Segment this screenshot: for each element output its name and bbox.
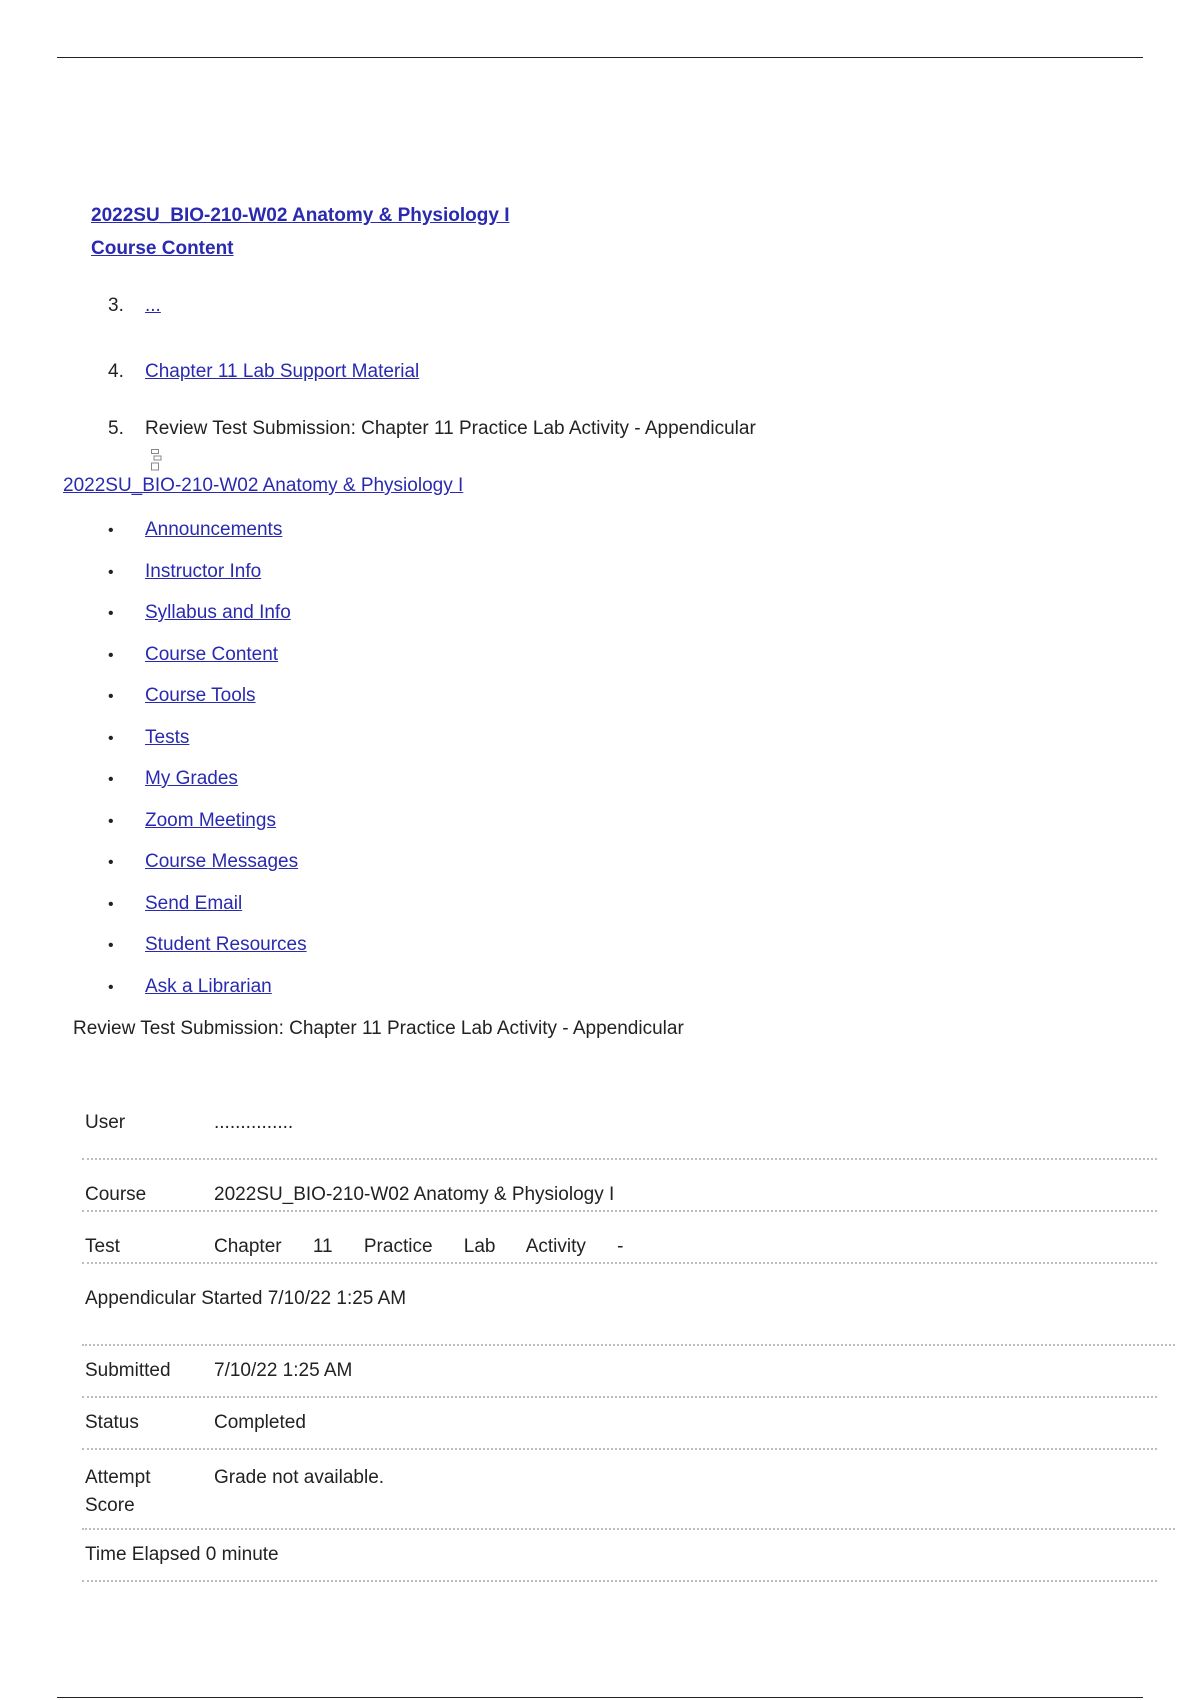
detail-row-status [82,1398,1157,1450]
attempt-score-value: Grade not available. [214,1467,385,1488]
user-label: User [85,1112,126,1133]
user-value: ............... [214,1112,294,1133]
page-top-rule [57,57,1143,58]
breadcrumb-course-title[interactable]: 2022SU_BIO-210-W02 Anatomy & Physiology I [91,205,510,226]
bullet-icon: • [108,771,114,788]
menu-link-tests[interactable]: Tests [145,726,190,748]
detail-row-user [82,1100,1157,1160]
detail-row-submitted [82,1346,1157,1398]
bullet-icon: • [108,812,114,830]
course-value: 2022SU_BIO-210-W02 Anatomy & Physiology I [214,1184,615,1205]
time-elapsed-text: Time Elapsed 0 minute [85,1544,279,1565]
course-menu-item [108,840,307,882]
list-number: 5. [108,418,124,439]
breadcrumb-chapter-11-link[interactable]: Chapter 11 Lab Support Material [145,361,420,382]
menu-link-ask-a-librarian[interactable]: Ask a Librarian [145,975,272,997]
menu-link-announcements[interactable]: Announcements [145,519,283,540]
course-menu-item [108,965,307,1007]
course-label: Course [85,1184,147,1205]
breadcrumb-menu-icon [150,448,164,472]
bullet-icon: • [108,978,114,996]
bullet-icon: • [108,688,114,705]
list-number: 3. [108,295,124,316]
menu-link-my-grades[interactable]: My Grades [145,768,238,789]
menu-link-syllabus[interactable]: Syllabus and Info [145,602,291,623]
course-menu-item [108,923,307,965]
status-value: Completed [214,1412,306,1433]
course-menu-item [108,550,307,592]
test-label: Test [85,1236,120,1257]
list-number: 4. [108,361,124,382]
breadcrumb-current-page: Review Test Submission: Chapter 11 Practice Lab Activity - Appendicular [145,418,756,439]
course-menu-title-link[interactable]: 2022SU_BIO-210-W02 Anatomy & Physiology I [63,475,464,496]
page-title: Review Test Submission: Chapter 11 Practice Lab Activity - Appendicular [73,1018,684,1039]
status-label: Status [85,1412,139,1433]
bullet-icon: • [108,605,114,622]
detail-row-time-elapsed [82,1530,1157,1582]
course-menu-item [108,716,307,758]
breadcrumb-item [108,361,419,383]
detail-row-course [82,1160,1157,1212]
course-menu-item [108,757,307,799]
attempt-score-label: Attempt Score [85,1467,151,1516]
menu-link-course-messages[interactable]: Course Messages [145,851,299,872]
submitted-value: 7/10/22 1:25 AM [214,1360,353,1381]
bullet-icon: • [108,937,114,954]
detail-row-attempt-score [82,1450,1175,1530]
menu-link-student-resources[interactable]: Student Resources [145,934,307,955]
menu-link-instructor-info[interactable]: Instructor Info [145,560,262,582]
breadcrumb-course-content[interactable]: Course Content [91,238,234,259]
breadcrumb-item [108,418,756,440]
submitted-label: Submitted [85,1360,171,1381]
bullet-icon: • [108,895,114,913]
course-menu-item [108,633,307,675]
menu-link-course-tools[interactable]: Course Tools [145,685,256,706]
bullet-icon: • [108,563,114,581]
course-menu [108,508,307,1006]
bullet-icon: • [108,729,114,747]
breadcrumb-item [108,295,161,317]
test-value: Chapter 11 Practice Lab Activity - [214,1236,624,1257]
page-bottom-rule [57,1697,1143,1698]
submission-details [82,1100,1157,1582]
breadcrumb-ellipsis-link[interactable]: ... [145,295,161,316]
course-menu-item [108,591,307,633]
started-text: Appendicular Started 7/10/22 1:25 AM [85,1288,407,1309]
menu-link-course-content[interactable]: Course Content [145,643,279,665]
detail-row-test [82,1212,1157,1264]
course-menu-item [108,799,307,841]
course-menu-item [108,508,307,550]
course-menu-item [108,882,307,924]
bullet-icon: • [108,854,114,871]
detail-row-started [82,1264,1175,1346]
course-menu-item [108,674,307,716]
menu-link-zoom-meetings[interactable]: Zoom Meetings [145,809,276,831]
bullet-icon: • [108,522,114,539]
bullet-icon: • [108,646,114,664]
menu-link-send-email[interactable]: Send Email [145,892,243,914]
